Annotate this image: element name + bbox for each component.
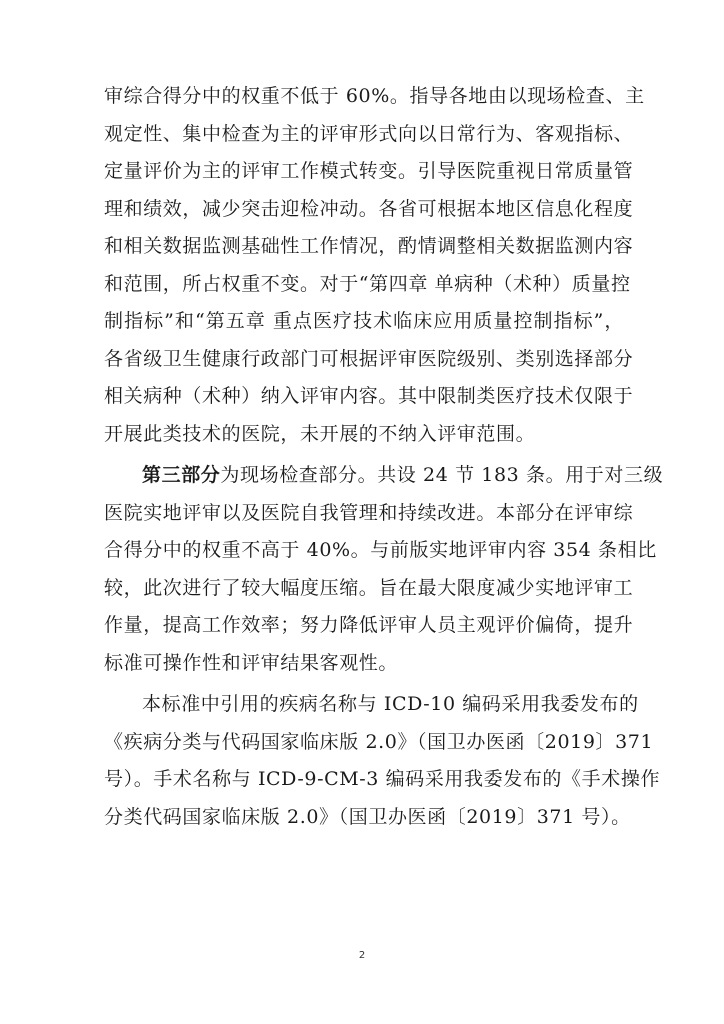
text-line: 和相关数据监测基础性工作情况，酌情调整相关数据监测内容 (104, 235, 634, 257)
text-line: 观定性、集中检查为主的评审形式向以日常行为、客观指标、 (104, 122, 634, 145)
text-line: 分类代码国家临床版 2.0》（国卫办医函〔2019〕371 号）。 (104, 805, 631, 828)
text-line: 《疾病分类与代码国家临床版 2.0》（国卫办医函〔2019〕371 (104, 730, 654, 753)
text-line: 制指标”和“第五章 重点医疗技术临床应用质量控制指标”， (104, 310, 624, 332)
bold-lead: 第三部分 (142, 464, 221, 486)
text-line-first (104, 457, 664, 495)
text-line: 理和绩效，减少突击迎检冲动。各省可根据本地区信息化程度 (104, 197, 634, 220)
text-line: 较，此次进行了较大幅度压缩。旨在最大限度减少实地评审工 (104, 576, 634, 599)
paragraph-3 (104, 686, 661, 836)
text-line: 审综合得分中的权重不低于 60%。指导各地由以现场检查、主 (104, 85, 645, 107)
text-line: 各省级卫生健康行政部门可根据评审医院级别、类别选择部分 (104, 347, 634, 370)
paragraph-1 (104, 78, 645, 453)
text-line: 标准可操作性和评审结果客观性。 (104, 651, 399, 674)
text-line: 号）。手术名称与 ICD-9-CM-3 编码采用我委发布的《手术操作 (104, 768, 661, 790)
paragraph-2 (104, 457, 664, 682)
text-line: 和范围，所占权重不变。对于“第四章 单病种（术种）质量控 (104, 272, 631, 295)
text-line: 医院实地评审以及医院自我管理和持续改进。本部分在评审综 (104, 501, 634, 524)
first-line-rest: 为现场检查部分。共设 24 节 183 条。用于对三级 (220, 464, 664, 486)
text-line: 定量评价为主的评审工作模式转变。引导医院重视日常质量管 (104, 160, 634, 182)
text-line: 相关病种（术种）纳入评审内容。其中限制类医疗技术仅限于 (104, 385, 634, 407)
page-number: 2 (358, 950, 366, 961)
body-text (104, 78, 664, 836)
text-line: 开展此类技术的医院，未开展的不纳入评审范围。 (104, 422, 536, 445)
text-line-first: 本标准中引用的疾病名称与 ICD-10 编码采用我委发布的 (142, 693, 639, 715)
text-line: 合得分中的权重不高于 40%。与前版实地评审内容 354 条相比 (104, 539, 657, 561)
text-line: 作量，提高工作效率；努力降低评审人员主观评价偏倚，提升 (104, 614, 634, 636)
